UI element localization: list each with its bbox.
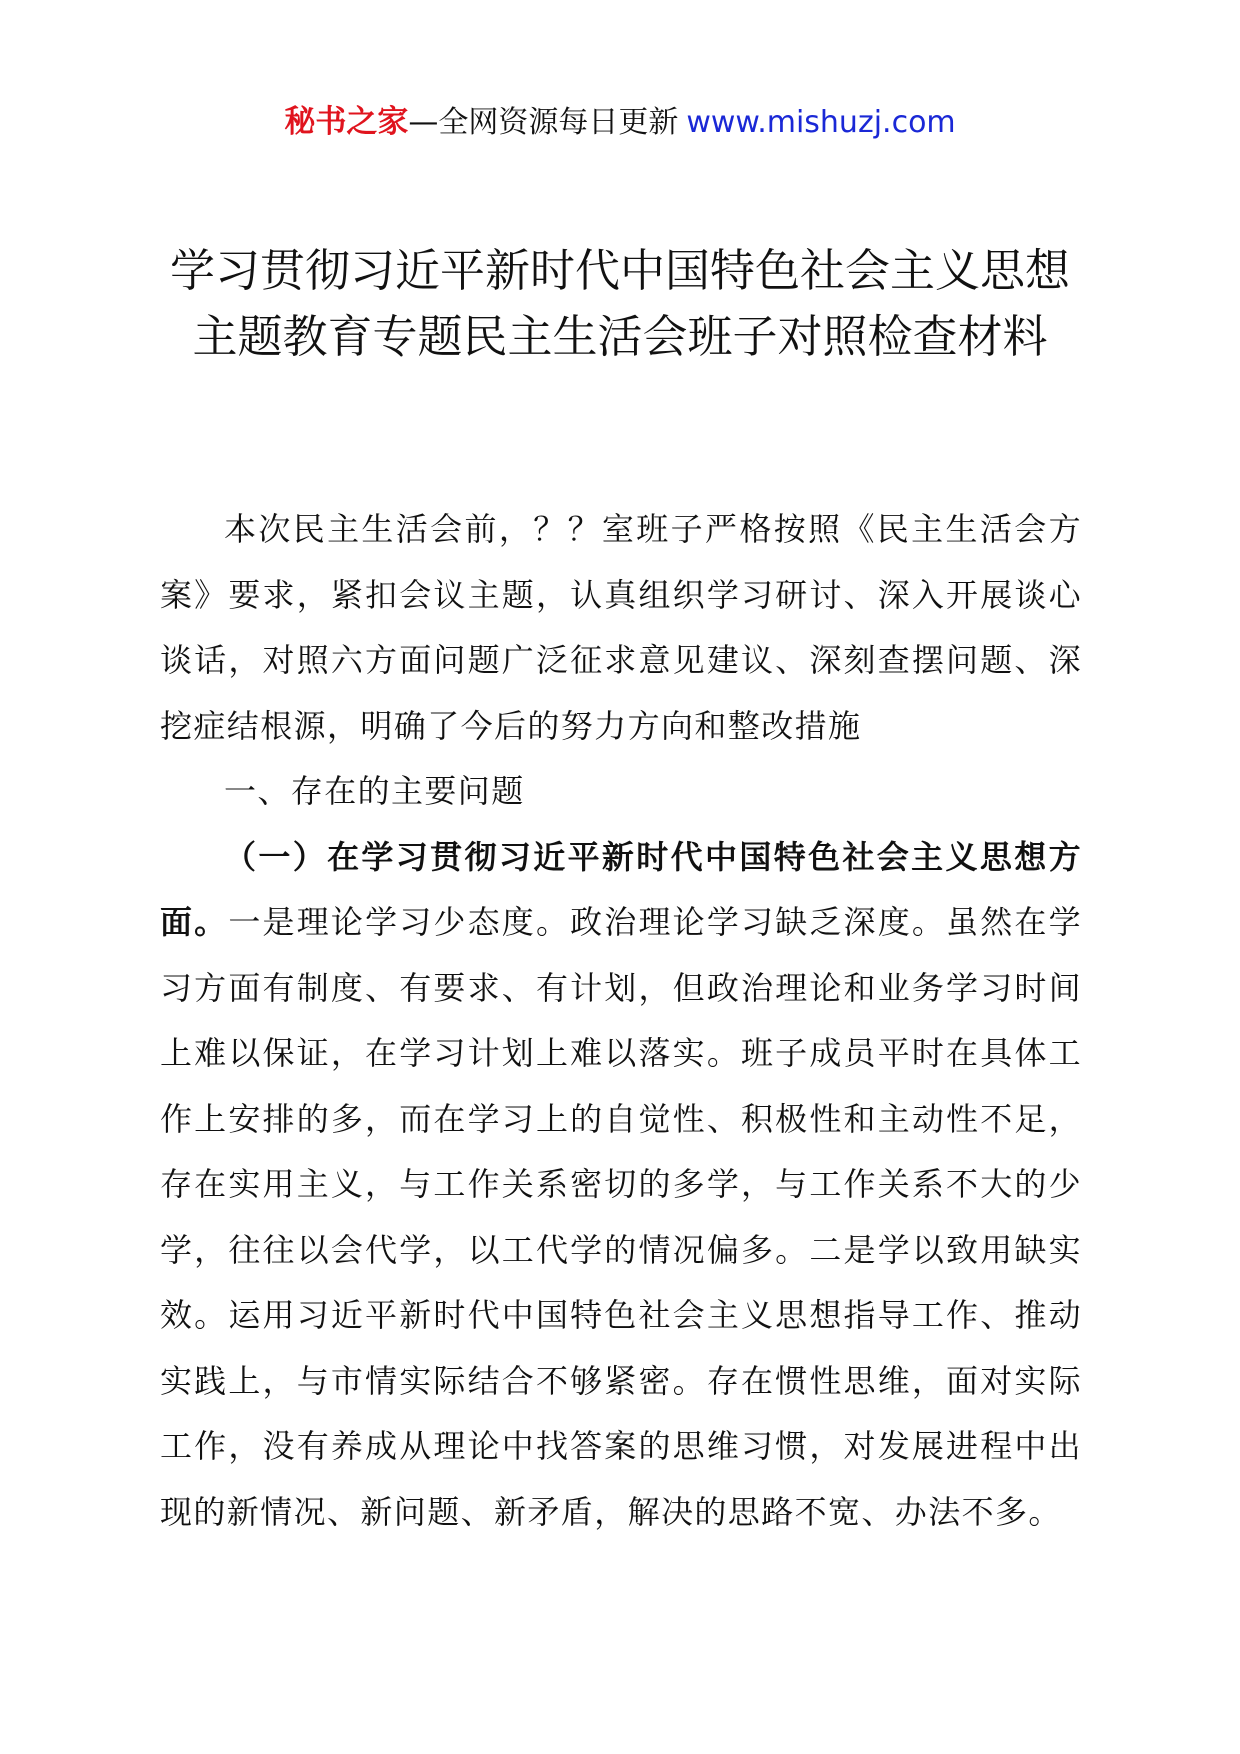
subsection-heading-1: （一）在学习贯彻习近平新时代中国特色社会主义思想方面。: [160, 837, 1082, 941]
section-heading-1: 一、存在的主要问题: [224, 772, 525, 810]
document-title: [0, 238, 1240, 370]
document-body: [160, 497, 1082, 1545]
header-slogan: —全网资源每日更新: [408, 105, 679, 140]
page-header: [0, 100, 1240, 145]
intro-paragraph: 本次民主生活会前，？？室班子严格按照《民主生活会方案》要求，紧扣会议主题，认真组织学习研讨、深入开展谈心谈话，对照六方面问题广泛征求意见建议、深刻查摆问题、深挖症结根源，明确了今后的努力方向和整改措施: [160, 510, 1082, 745]
site-url-link[interactable]: www.mishuzj.com: [686, 105, 956, 140]
brand-name: 秘书之家: [284, 104, 409, 140]
title-line-1: 学习贯彻习近平新时代中国特色社会主义思想: [169, 244, 1070, 297]
subsection-text-1: 一是理论学习少态度。政治理论学习缺乏深度。虽然在学习方面有制度、有要求、有计划，但政治理论和业务学习时间上难以保证，在学习计划上难以落实。班子成员平时在具体工作上安排的多，而在学习上的自觉性、积极性和主动性不足，存在实用主义，与工作关系密切的多学，与工作关系不大的少学，往往以会代学，以工代学的情况偏多。二是学以致用缺实效。运用习近平新时代中国特色社会主义思想指导工作、推动实践上，与市情实际结合不够紧密。存在惯性思维，面对实际工作，没有养成从理论中找答案的思维习惯，对发展进程中出现的新情况、新问题、新矛盾，解决的思路不宽、办法不多。: [160, 903, 1082, 1531]
subsection-paragraph-1: [160, 825, 1082, 1546]
title-line-2: 主题教育专题民主生活会班子对照检查材料: [192, 310, 1048, 363]
